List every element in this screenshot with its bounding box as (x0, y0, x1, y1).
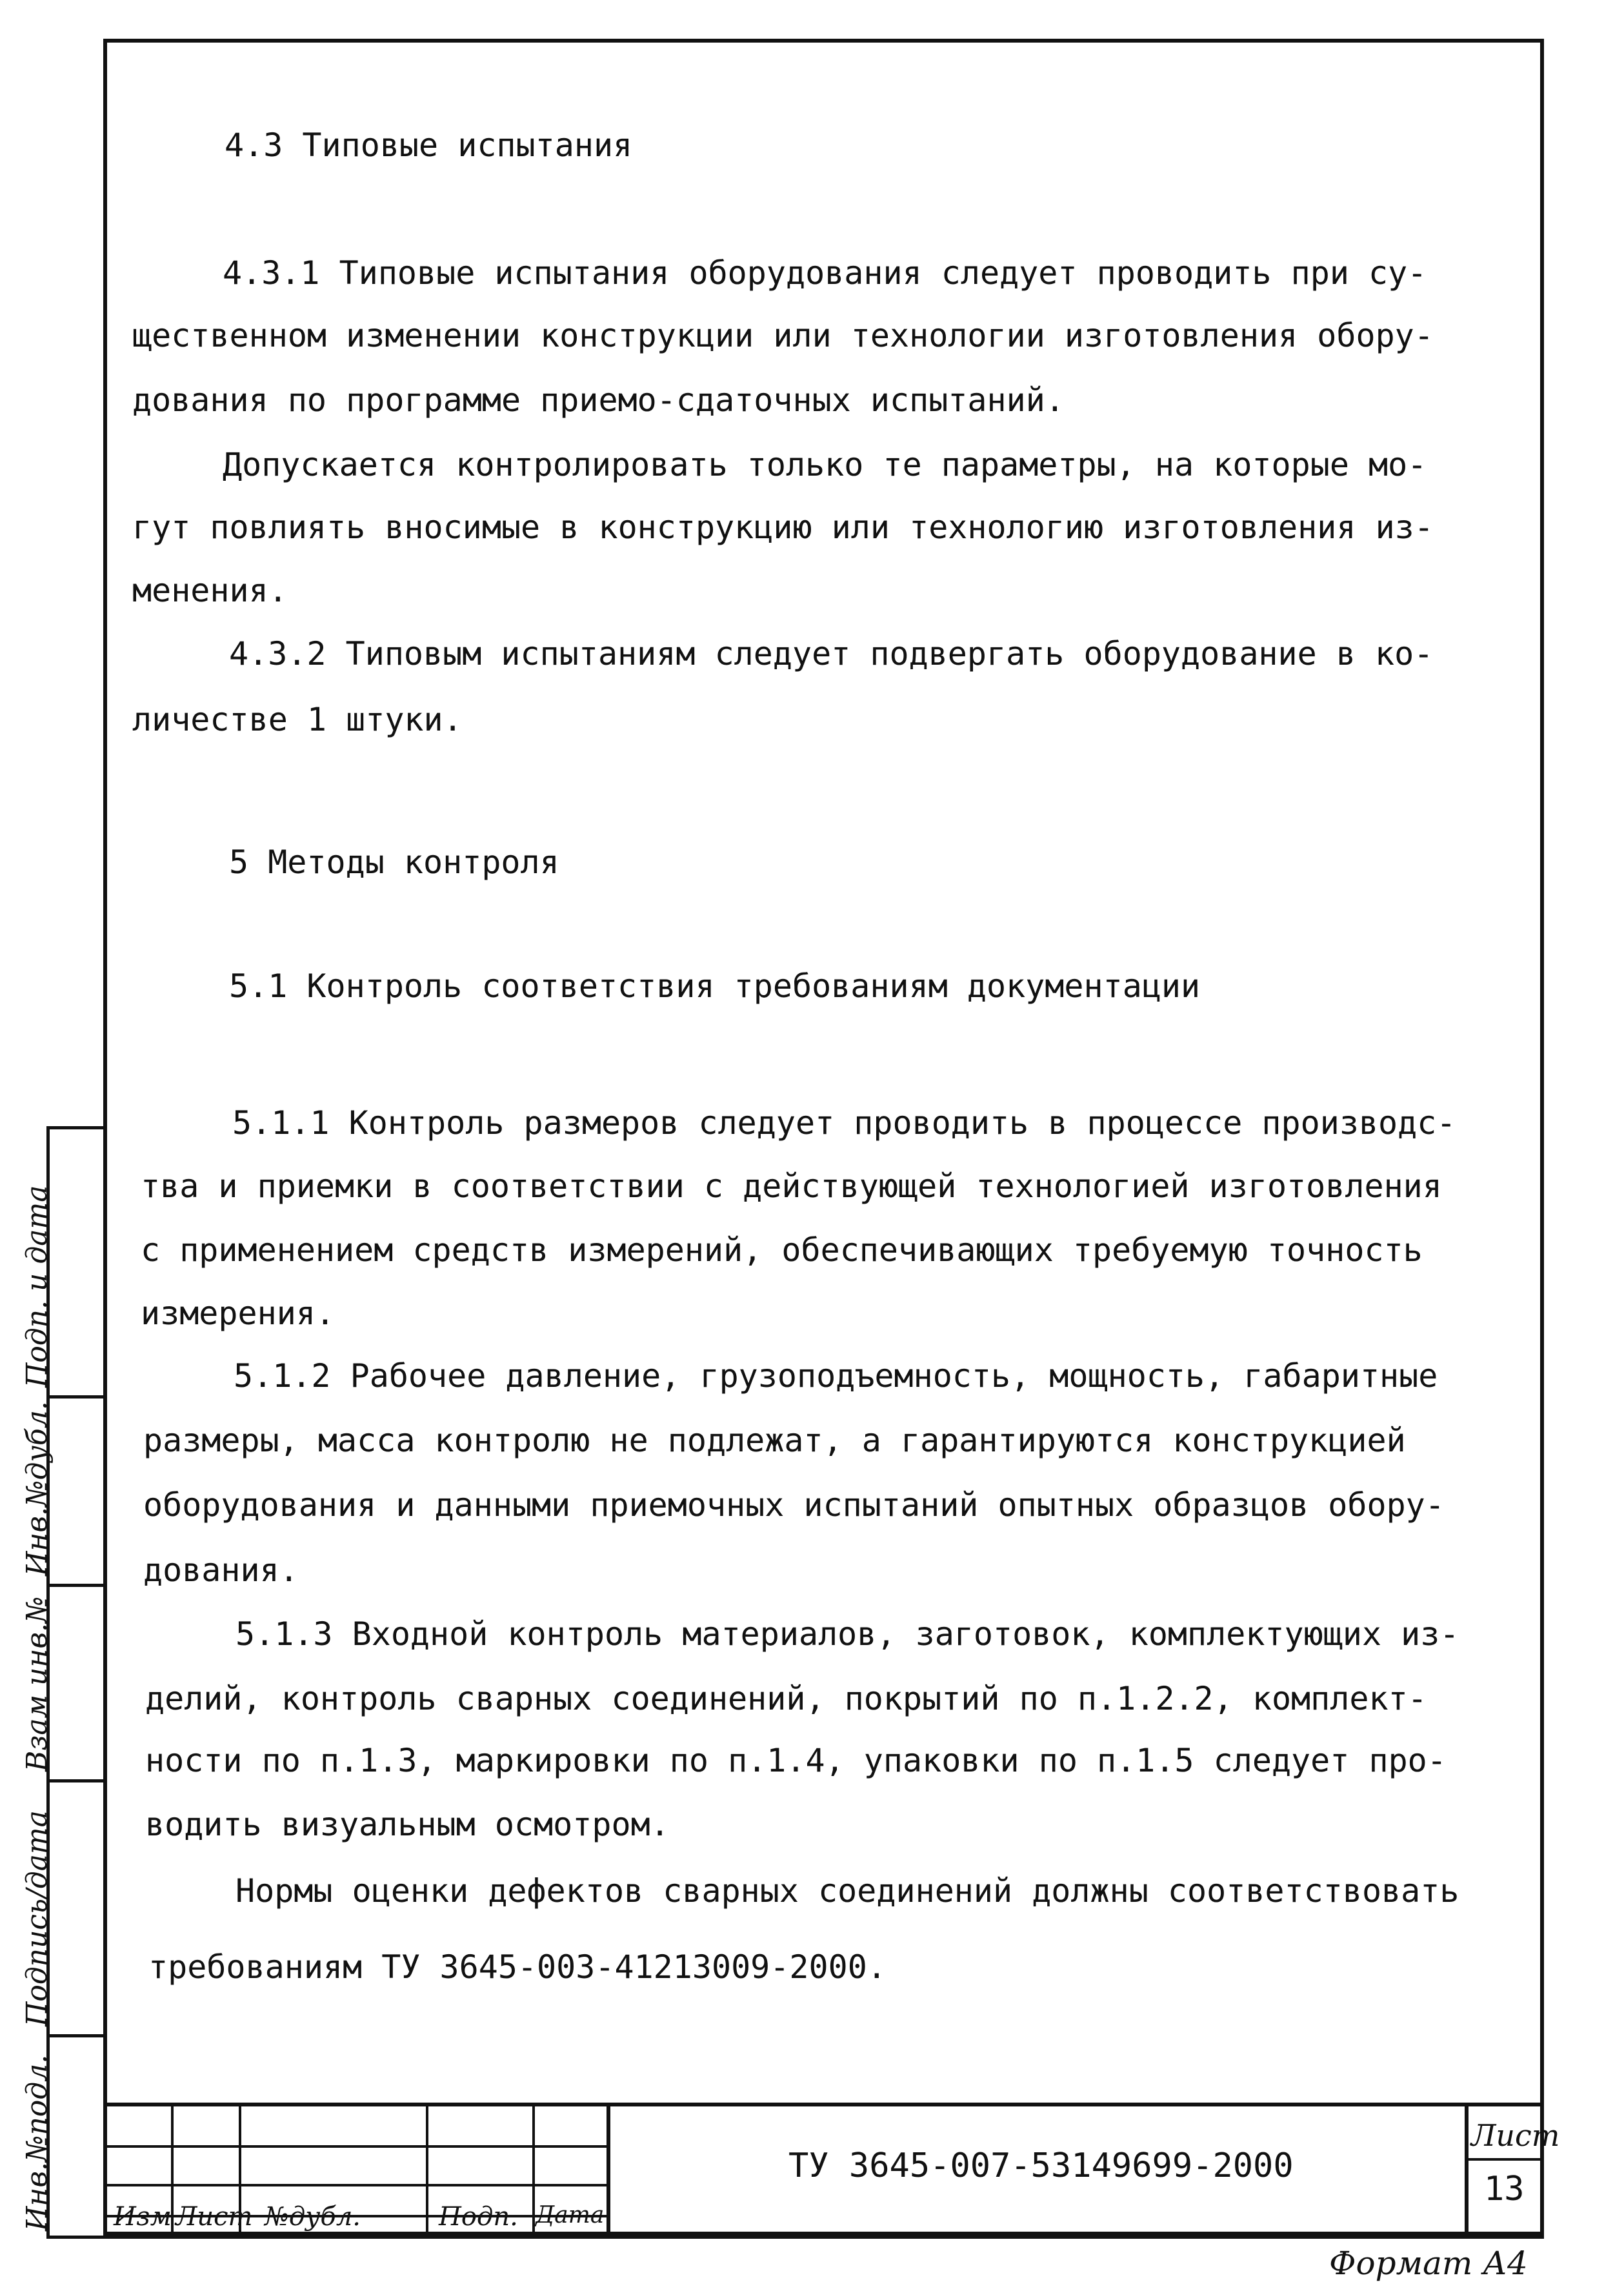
strip-cell-duplicate-inv (21, 1398, 107, 1587)
body-line: дования по программе приемо-сдаточных испытаний. (132, 381, 1065, 419)
body-line: требованиям ТУ 3645-003-41213009-2000. (148, 1948, 887, 1986)
body-line: 5 Методы контроля (229, 843, 559, 881)
strip-cell-signature (21, 1782, 107, 2037)
strip-label: Подпись/дата (21, 1810, 54, 2026)
body-line: личестве 1 штуки. (132, 701, 463, 738)
col-label-signature: Подп. (439, 2202, 518, 2232)
col-label-duplicate: №дубл. (265, 2202, 361, 2232)
body-line: 5.1.3 Входной контроль материалов, заготовок, комплектующих из- (236, 1615, 1459, 1653)
strip-cell-original-inv (21, 2037, 107, 2239)
body-line: дования. (143, 1551, 299, 1589)
strip-label: Взам инв.№ (21, 1596, 54, 1772)
body-line: 4.3.1 Типовые испытания оборудования следует проводить при су- (223, 254, 1427, 292)
strip-label: Инв.№дубл. (21, 1401, 54, 1576)
strip-cell-signature-date (21, 1129, 107, 1398)
body-line: 4.3.2 Типовым испытаниям следует подвергать оборудование в ко- (229, 635, 1434, 672)
body-line: водить визуальным осмотром. (145, 1806, 670, 1843)
body-line: оборудования и данными приемочных испытаний опытных образцов обору- (143, 1486, 1445, 1524)
body-line: измерения. (141, 1295, 336, 1332)
body-line: ности по п.1.3, маркировки по п.1.4, упаковки по п.1.5 следует про- (145, 1742, 1447, 1779)
body-line: делий, контроль сварных соединений, покрытий по п.1.2.2, комплект- (145, 1680, 1427, 1717)
body-line: 5.1 Контроль соответствия требованиям документации (229, 967, 1201, 1005)
body-line: с применением средств измерений, обеспечивающих требуемую точность (141, 1231, 1423, 1269)
body-line: менения. (132, 572, 288, 609)
body-line: 5.1.2 Рабочее давление, грузоподъемность, мощность, габаритные (234, 1357, 1438, 1395)
document-code: ТУ 3645-007-53149699-2000 (788, 2146, 1294, 2185)
format-label: Формат А4 (1329, 2245, 1528, 2282)
sheet-label: Лист (1471, 2118, 1560, 2153)
body-line: Нормы оценки дефектов сварных соединений должны соответствовать (236, 1872, 1459, 1910)
bottom-rule (46, 2236, 1544, 2239)
body-line: гут повлиять вносимые в конструкцию или технологию изготовления из- (132, 509, 1434, 546)
body-line: 4.3 Типовые испытания (225, 126, 633, 164)
body-line: Допускается контролировать только те параметры, на которые мо- (223, 446, 1427, 483)
col-label-change: Изм (114, 2202, 172, 2232)
title-block (103, 2103, 1560, 2236)
strip-label: Подп. и дата (21, 1185, 54, 1388)
body-line: щественном изменении конструкции или технологии изготовления обору- (132, 317, 1434, 354)
strip-cell-replace-inv (21, 1587, 107, 1782)
sheet-number: 13 (1484, 2170, 1525, 2208)
strip-label: Инв.№подл. (21, 2054, 54, 2231)
body-line: тва и приемки в соответствии с действующей технологией изготовления (141, 1167, 1442, 1205)
col-label-sheet: Лист (175, 2202, 253, 2232)
body-line: 5.1.1 Контроль размеров следует проводить в процессе производс- (232, 1104, 1456, 1142)
body-line: размеры, масса контролю не подлежат, а гарантируются конструкцией (143, 1422, 1406, 1459)
col-label-date: Дата (536, 2202, 605, 2228)
left-stamp-strip (21, 1126, 107, 2236)
